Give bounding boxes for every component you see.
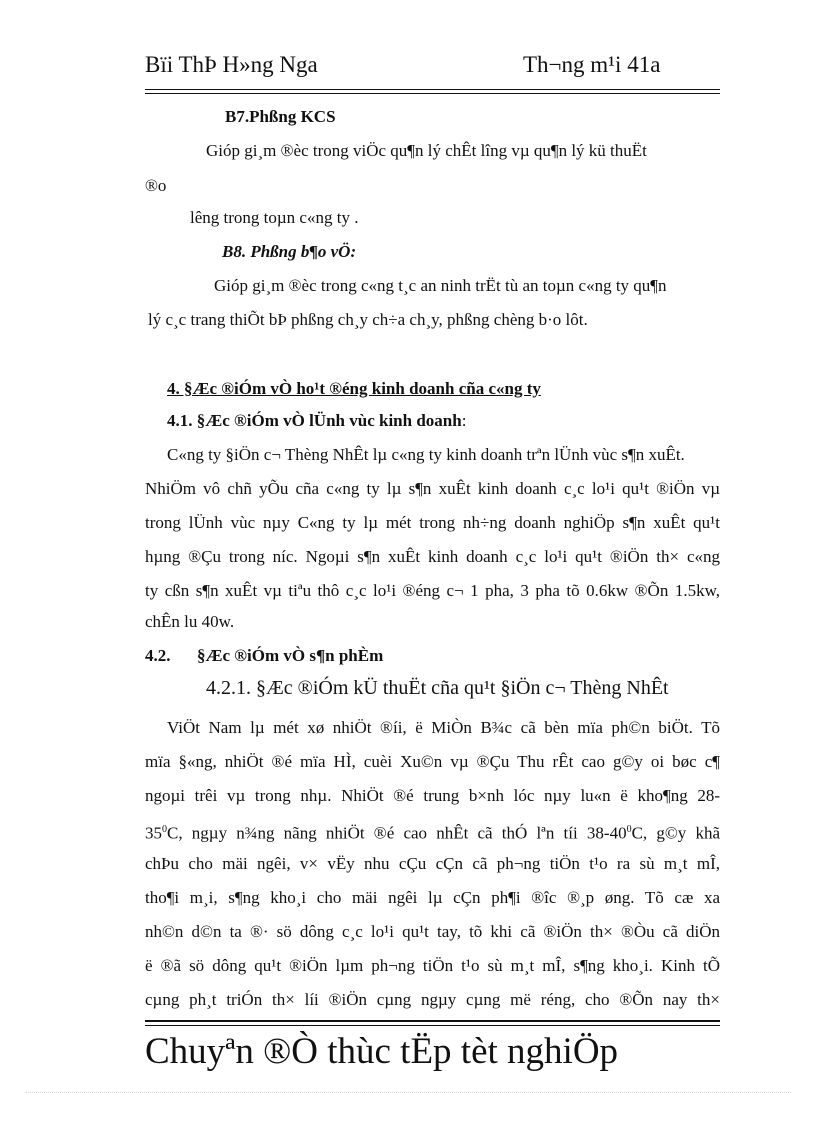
section-4-2-number: 4.2. (145, 646, 171, 665)
paragraph-line: cµng ph¸t triÓn th× líi ®iÖn cµng ngµy cµng më réng, cho ®Õn nay th× (145, 990, 720, 1009)
footer-rule-top (145, 1020, 720, 1022)
header-class: Th¬ng m¹i 41a (523, 52, 661, 77)
footer-rule-bottom (145, 1025, 720, 1026)
paragraph-line: trong lÜnh vùc nµy C«ng ty lµ mét trong nh÷ng doanh nghiÖp s¶n xuÊt qu¹t (145, 513, 720, 532)
section-4-1-heading (167, 405, 466, 437)
section-b8-line: lý c¸c trang thiÕt bÞ phßng ch¸y ch÷a ch¸y, phßng chèng b·o lôt. (148, 310, 588, 329)
paragraph-line: $35^0C$, ngµy n¾ng nãng nhiÖt ®é cao nhÊt cã thÓ lªn tíi $38-40^0C$, g©y khã (145, 823, 720, 843)
section-b8-line: Gióp gi¸m ®èc trong c«ng t¸c an ninh trËt tù an toµn c«ng ty qu¶n (214, 276, 667, 295)
paragraph-line: ë ®ã sö dông qu¹t ®iÖn lµm ph¬ng tiÖn t¹o sù m¸t mÎ, s¶ng kho¸i. Kinh tÕ (145, 956, 720, 975)
section-b7-line: Gióp gi¸m ®èc trong viÖc qu¶n lý chÊt lîng vµ qu¶n lý kü thuËt (206, 141, 647, 160)
paragraph-line: ViÖt Nam lµ mét xø nhiÖt ®íi, ë MiÒn B¾c cã bèn mïa ph©n biÖt. Tõ (167, 718, 720, 737)
header-author: Bïi ThÞ H»ng Nga (145, 52, 318, 77)
paragraph-line: ty cßn s¶n xuÊt vµ tiªu thô c¸c lo¹i ®éng c¬ 1 pha, 3 pha tõ 0.6kw ®Õn 1.5kw, (145, 581, 720, 600)
header-rule-top (145, 89, 720, 90)
paragraph-line: chÞu cho mäi ngêi, v× vËy nhu cÇu cÇn cã ph¬ng tiÖn t¹o ra sù m¸t mÎ, (145, 854, 720, 873)
paragraph-line: ngoµi trêi vµ trong nhµ. NhiÖt ®é trung b×nh lóc nµy lu«n ë kho¶ng 28- (145, 786, 720, 805)
paragraph-line: mïa §«ng, nhiÖt ®é mïa HÌ, cuèi Xu©n vµ ®Çu Thu rÊt cao g©y oi bøc c¶ (145, 752, 720, 771)
paragraph-line: hµng ®Çu trong níc. Ngoµi s¶n xuÊt kinh doanh c¸c lo¹i qu¹t ®iÖn th× c«ng (145, 547, 720, 566)
paragraph-line: C«ng ty §iÖn c¬ Thèng NhÊt lµ c«ng ty kinh doanh trªn lÜnh vùc s¶n xuÊt. (167, 445, 685, 464)
section-4-1-colon: : (461, 411, 467, 430)
section-4-2-1-title: 4.2.1. §Æc ®iÓm kÜ thuËt cña qu¹t §iÖn c¬ Thèng NhÊt (206, 677, 669, 699)
footer-title: Chuyªn ®Ò thùc tËp tèt nghiÖp (145, 1031, 619, 1072)
paragraph-line: NhiÖm vô chñ yÕu cña c«ng ty lµ s¶n xuÊt kinh doanh c¸c lo¹i qu¹t ®iÖn vµ (145, 479, 720, 498)
section-b7-line: ®o (145, 176, 167, 195)
section-4-1-title: 4.1. §Æc ®iÓm vÒ lÜnh vùc kinh doanh (167, 411, 462, 430)
paragraph-line: nh©n d©n ta ®· sö dông c¸c lo¹i qu¹t tay, tõ khi cã ®iÖn th× ®Òu cã diÖn (145, 922, 720, 941)
page-edge-divider (25, 1092, 791, 1093)
section-4-heading: 4. §Æc ®iÓm vÒ ho¹t ®éng kinh doanh cña c«ng ty (167, 379, 541, 398)
header-rule-bottom (145, 93, 720, 94)
section-4-2-title: §Æc ®iÓm vÒ s¶n phÈm (197, 646, 384, 665)
paragraph-line: chÊn lu 40w. (145, 612, 235, 631)
section-b7-heading: B7.Phßng KCS (225, 107, 336, 126)
paragraph-line: tho¶i m¸i, s¶ng kho¸i cho mäi ngêi lµ cÇn ph¶i ®îc ®¸p øng. Tõ cæ xa (145, 888, 720, 907)
section-b7-line: lêng trong toµn c«ng ty . (190, 208, 359, 227)
section-b8-heading: B8. Phßng b¶o vÖ: (222, 242, 357, 261)
